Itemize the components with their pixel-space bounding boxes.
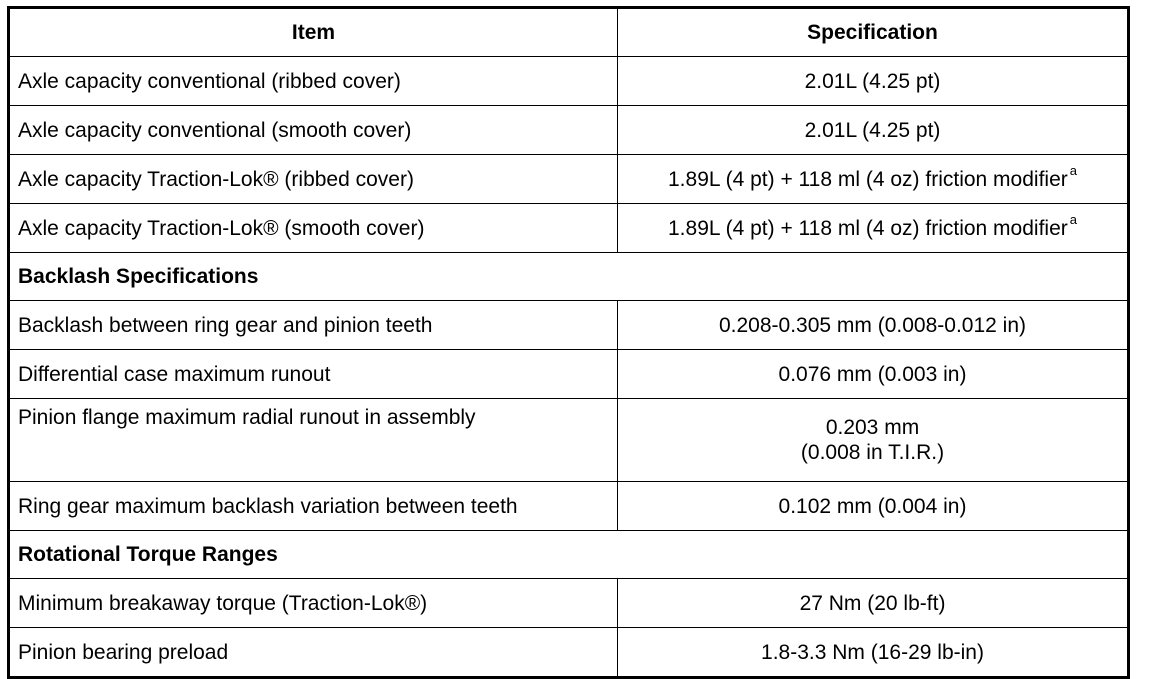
- spec-cell: 2.01L (4.25 pt): [618, 57, 1129, 106]
- section-header-row: [9, 531, 1129, 579]
- item-cell: Pinion bearing preload: [9, 628, 618, 678]
- table-row: [9, 350, 1129, 399]
- spec-line-2: (0.008 in T.I.R.): [800, 441, 945, 464]
- spec-cell: 27 Nm (20 lb-ft): [618, 579, 1129, 628]
- spec-cell: [618, 204, 1129, 253]
- table-row: [9, 155, 1129, 204]
- item-cell: Pinion flange maximum radial runout in assembly: [9, 399, 618, 482]
- item-cell: Minimum breakaway torque (Traction-Lok®): [9, 579, 618, 628]
- item-cell: Axle capacity conventional (smooth cover): [9, 106, 618, 155]
- table-row: [9, 301, 1129, 350]
- table-row: [9, 204, 1129, 253]
- item-cell: Differential case maximum runout: [9, 350, 618, 399]
- section-header-row: [9, 253, 1129, 301]
- spec-cell: [618, 399, 1129, 482]
- footnote-marker: a: [1069, 162, 1077, 178]
- table-row: [9, 628, 1129, 678]
- item-cell: Ring gear maximum backlash variation between teeth: [9, 482, 618, 531]
- specification-table: [7, 6, 1130, 679]
- section-title-backlash: Backlash Specifications: [9, 253, 1129, 301]
- section-title-torque: Rotational Torque Ranges: [9, 531, 1129, 579]
- spec-cell: 1.8-3.3 Nm (16-29 lb-in): [618, 628, 1129, 678]
- spec-line-1: 0.203 mm: [825, 416, 920, 439]
- spec-cell: 2.01L (4.25 pt): [618, 106, 1129, 155]
- spec-text: 1.89L (4 pt) + 118 ml (4 oz) friction modifier: [668, 167, 1068, 191]
- header-item: Item: [9, 8, 618, 57]
- header-row: [9, 8, 1129, 57]
- spec-cell: 0.102 mm (0.004 in): [618, 482, 1129, 531]
- item-cell: Axle capacity Traction-Lok® (smooth cover): [9, 204, 618, 253]
- spec-cell: 0.208-0.305 mm (0.008-0.012 in): [618, 301, 1129, 350]
- footnote-marker: a: [1069, 211, 1077, 227]
- table-row: [9, 399, 1129, 482]
- header-specification: Specification: [618, 8, 1129, 57]
- item-cell: Axle capacity Traction-Lok® (ribbed cover): [9, 155, 618, 204]
- table-row: [9, 482, 1129, 531]
- spec-cell: [618, 155, 1129, 204]
- table-row: [9, 106, 1129, 155]
- spec-text: 1.89L (4 pt) + 118 ml (4 oz) friction modifier: [668, 216, 1068, 240]
- item-cell: Axle capacity conventional (ribbed cover): [9, 57, 618, 106]
- table-row: [9, 57, 1129, 106]
- spec-cell: 0.076 mm (0.003 in): [618, 350, 1129, 399]
- table-row: [9, 579, 1129, 628]
- item-cell: Backlash between ring gear and pinion teeth: [9, 301, 618, 350]
